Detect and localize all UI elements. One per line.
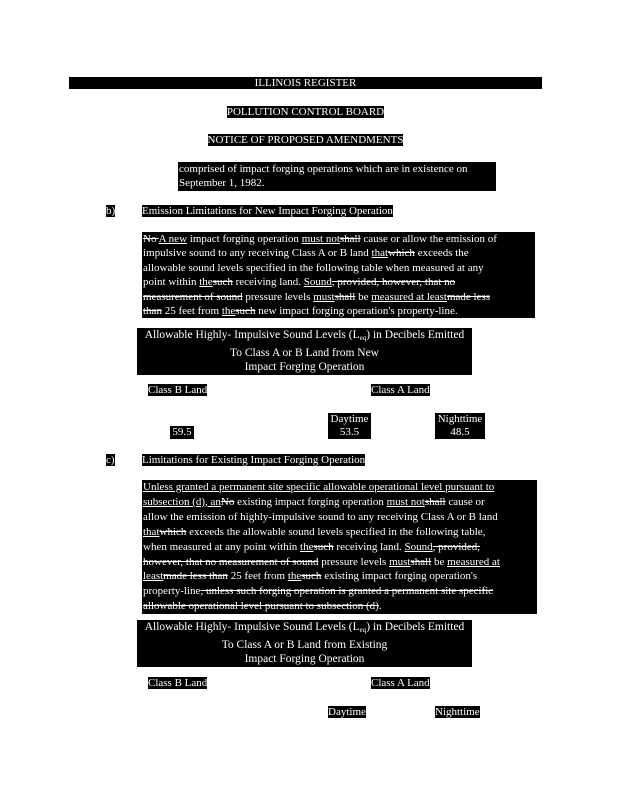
sc-line-4: thatwhich exceeds the allowable sound levels specified in the following table, bbox=[143, 525, 486, 538]
sb-line-5: measurement of sound pressure levels mustshall be measured at leastmade less bbox=[143, 290, 491, 303]
table-1-class-b-label: Class B Land bbox=[148, 384, 208, 396]
sb-line-3: allowable sound levels specified in the following table when measured at any bbox=[143, 261, 484, 274]
table-2-class-a-label: Class A Land bbox=[371, 677, 430, 689]
table-2-class-b-header bbox=[148, 677, 207, 690]
table-1-title bbox=[137, 328, 472, 375]
table-2-daytime-label: Daytime bbox=[328, 706, 366, 718]
table-1-daytime-value: 53.5 bbox=[339, 426, 360, 438]
sc-line-8: property-line, unless such forging operation is granted a permanent site specific bbox=[143, 585, 494, 598]
section-b-heading-text: Emission Limitations for New Impact Forging Operation bbox=[142, 205, 393, 217]
sc-line-2: subsection (d), anNo existing impact forging operation must notshall cause or bbox=[143, 495, 485, 508]
section-b-letter bbox=[106, 205, 115, 218]
table-1-class-b-header bbox=[148, 384, 207, 397]
notice-title: NOTICE OF PROPOSED AMENDMENTS bbox=[207, 134, 404, 146]
table-2-class-b-label: Class B Land bbox=[148, 677, 208, 689]
sc-line-9: allowable operational level pursuant to subsection (d). bbox=[143, 600, 382, 613]
sb-line-6: than 25 feet from thesuch new impact forging operation's property-line. bbox=[143, 305, 458, 318]
intro-line-1: comprised of impact forging operations which are in existence on bbox=[179, 163, 468, 175]
table-1-title-line-1: Allowable Highly- Impulsive Sound Levels $(L_{eq})$ in Decibels Emitted bbox=[144, 329, 465, 342]
section-b-letter-text: b) bbox=[106, 205, 116, 217]
table-1-class-b-value bbox=[170, 426, 194, 439]
section-b-paragraph bbox=[142, 232, 535, 318]
section-c-paragraph bbox=[142, 480, 537, 614]
table-2-daytime-header bbox=[328, 706, 366, 719]
table-2-class-a-header bbox=[371, 677, 430, 690]
table-2-nighttime-label: Nighttime bbox=[435, 706, 480, 718]
sc-line-6: however, that no measurement of sound pressure levels mustshall be measured at bbox=[143, 555, 500, 568]
sc-line-3: allow the emission of highly-impulsive sound to any receiving Class A or B land bbox=[143, 510, 498, 523]
table-2-title-line-2: To Class A or B Land from Existing bbox=[221, 638, 388, 651]
intro-paragraph bbox=[178, 162, 496, 191]
register-title: ILLINOIS REGISTER bbox=[254, 77, 357, 89]
table-1-class-a-header bbox=[371, 384, 430, 397]
notice-title-wrap bbox=[69, 134, 542, 147]
section-c-letter-text: c) bbox=[106, 454, 115, 466]
sc-line-7: leastmade less than 25 feet from thesuch existing impact forging operation's bbox=[143, 570, 478, 583]
table-1-title-line-3: Impact Forging Operation bbox=[244, 361, 365, 373]
table-2-title-line-3: Impact Forging Operation bbox=[244, 653, 365, 665]
section-b-heading bbox=[142, 205, 393, 218]
table-1-nighttime-label: Nighttime bbox=[437, 413, 483, 425]
table-1-class-a-label: Class A Land bbox=[371, 384, 430, 396]
agency-title-wrap bbox=[69, 106, 542, 119]
sb-line-2: impulsive sound to any receiving Class A or B land thatwhich exceeds the bbox=[143, 247, 469, 260]
section-c-heading bbox=[142, 454, 365, 467]
table-1-daytime-cell bbox=[328, 413, 371, 439]
table-1-nighttime-value: 48.5 bbox=[450, 426, 470, 438]
sc-line-1: Unless granted a permanent site specific allowable operational level pursuant to bbox=[143, 481, 495, 493]
table-2-title-line-1: Allowable Highly- Impulsive Sound Levels $(L_{eq})$ in Decibels Emitted bbox=[144, 621, 465, 634]
table-1-title-line-2: To Class A or B Land from New bbox=[229, 346, 379, 359]
intro-line-2: September 1, 1982. bbox=[179, 177, 265, 190]
sb-line-4: point within thesuch receiving land. Sound, provided, however, that no bbox=[143, 276, 456, 289]
table-2-title bbox=[137, 620, 472, 667]
section-c-letter bbox=[106, 454, 115, 467]
sc-line-5: when measured at any point within thesuch receiving land. Sound, provided, bbox=[143, 540, 481, 553]
agency-title: POLLUTION CONTROL BOARD bbox=[226, 106, 385, 118]
section-c-heading-text: Limitations for Existing Impact Forging Operation bbox=[142, 454, 366, 466]
register-header-bar bbox=[69, 77, 542, 89]
table-2-nighttime-header bbox=[435, 706, 480, 719]
table-1-class-b-value-text: 59.5 bbox=[172, 426, 192, 438]
table-1-daytime-label: Daytime bbox=[330, 413, 369, 425]
sb-line-1: No A new impact forging operation must notshall cause or allow the emission of bbox=[143, 233, 497, 245]
table-1-nighttime-cell bbox=[435, 413, 485, 439]
